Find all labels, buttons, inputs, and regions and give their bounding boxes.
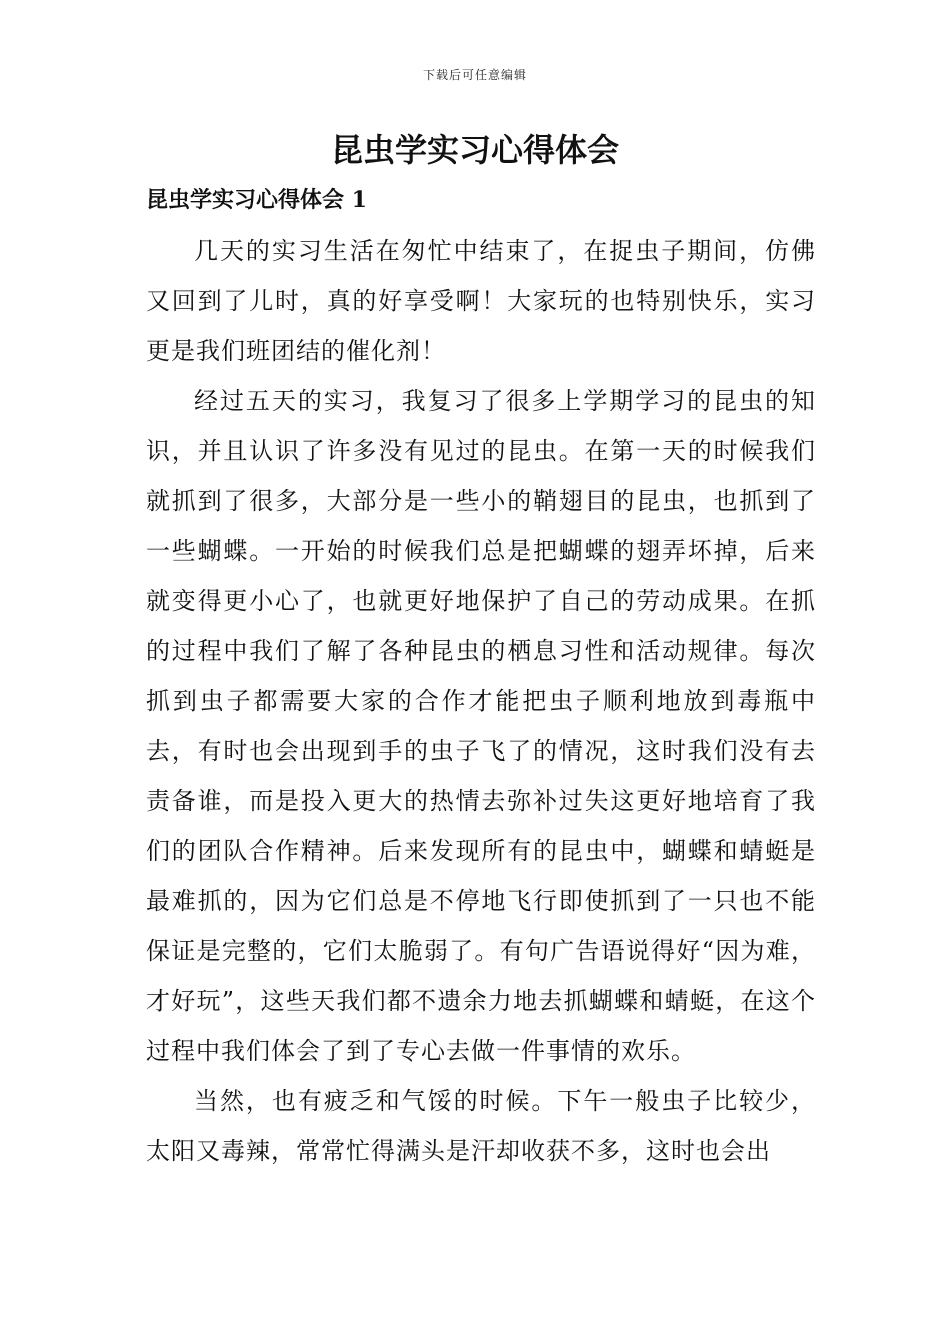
paragraph-2: 经过五天的实习，我复习了很多上学期学习的昆虫的知识，并且认识了许多没有见过的昆虫。在第一天的时候我们就抓到了很多，大部分是一些小的鞘翅目的昆虫，也抓到了一些蝴蝶。一开始的时候我们总是把蝴蝶的翅弄坏掉，后来就变得更小心了，也就更好地保护了自己的劳动成果。在抓的过程中我们了解了各种昆虫的栖息习性和活动规律。每次抓到虫子都需要大家的合作才能把虫子顺利地放到毒瓶中去，有时也会出现到手的虫子飞了的情况，这时我们没有去责备谁，而是投入更大的热情去弥补过失这更好地培育了我们的团队合作精神。后来发现所有的昆虫中，蝴蝶和蜻蜓是最难抓的，因为它们总是不停地飞行即使抓到了一只也不能保证是完整的，它们太脆弱了。有句广告语说得好“因为难，才好玩”，这些天我们都不遗余力地去抓蝴蝶和蜻蜓，在这个过程中我们体会了到了专心去做一件事情的欢乐。 [146,387,816,1065]
header-note: 下载后可任意编辑 [422,68,527,82]
paragraph-1: 几天的实习生活在匆忙中结束了，在捉虫子期间，仿佛又回到了儿时，真的好享受啊！大家玩的也特别快乐，实习更是我们班团结的催化剂！ [146,237,816,365]
document-title: 昆虫学实习心得体会 [330,131,619,169]
paragraph-3: 当然，也有疲乏和气馁的时候。下午一般虫子比较少，太阳又毒辣，常常忙得满头是汗却收获不多，这时也会出 [146,1087,816,1165]
section-heading: 昆虫学实习心得体会 1 [146,187,367,213]
body-text [146,226,816,1176]
